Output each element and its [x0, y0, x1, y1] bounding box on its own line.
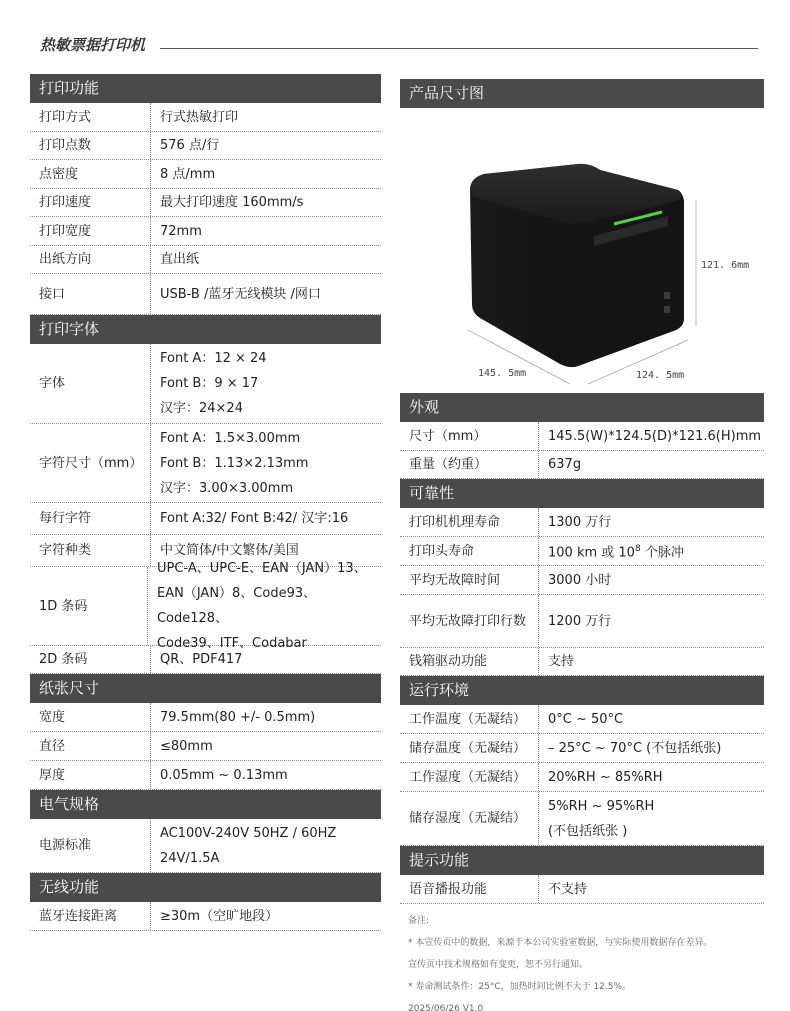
spec-value: (不包括纸张 ) [548, 823, 628, 839]
power-button-icon [664, 292, 670, 299]
spec-value: 5%RH ~ 95%RH [548, 798, 655, 814]
spec-value: 24V/1.5A [160, 850, 220, 866]
spec-row [30, 503, 381, 535]
spec-value: Font A：1.5×3.00mm [160, 430, 301, 446]
spec-value: Font A：12 × 24 [160, 351, 267, 366]
spec-key: 电源标准 [30, 819, 151, 872]
spec-value: 汉字：3.00×3.00mm [160, 480, 294, 496]
spec-row [30, 761, 381, 790]
section-header-paper-size: 纸张尺寸 [30, 674, 381, 703]
spec-row [400, 792, 764, 846]
section-header-print-font: 打印字体 [30, 315, 381, 344]
section-header-wireless: 无线功能 [30, 873, 381, 902]
spec-value: AC100V-240V 50HZ / 60HZ [160, 825, 337, 841]
spec-key: 平均无故障时间 [400, 566, 539, 594]
spec-row [400, 422, 764, 451]
spec-value: QR、PDF417 [160, 652, 243, 667]
spec-value: 行式热敏打印 [160, 109, 239, 125]
product-dimension-figure [400, 108, 764, 393]
spec-key: 字符种类 [30, 535, 151, 566]
spec-value: 最大打印速度 160mm/s [160, 195, 304, 210]
title-rule [160, 48, 758, 49]
spec-key: 直径 [30, 732, 151, 760]
spec-row [400, 734, 764, 763]
right-column [400, 79, 764, 1011]
spec-value: 汉字：24×24 [160, 401, 243, 416]
spec-row [30, 902, 381, 931]
spec-key: 重量（约重） [400, 451, 539, 478]
spec-value: 100 km 或 $10^8$ 个脉冲 [548, 543, 684, 561]
section-header-electrical: 电气规格 [30, 790, 381, 819]
spec-key: 储存温度（无凝结） [400, 734, 539, 762]
left-column [30, 74, 381, 931]
spec-value: 79.5mm(80 +/- 0.5mm) [160, 709, 316, 725]
spec-row [400, 705, 764, 734]
spec-key: 字符尺寸（mm） [30, 424, 151, 502]
spec-value: 8 点/mm [160, 166, 216, 182]
spec-row [30, 246, 381, 274]
spec-key: 接口 [30, 274, 151, 314]
spec-value: 3000 小时 [548, 572, 612, 588]
spec-row [400, 508, 764, 537]
spec-value: 1200 万行 [548, 613, 612, 629]
spec-row [30, 189, 381, 217]
spec-value: 576 点/行 [160, 138, 220, 153]
spec-key: 宽度 [30, 703, 151, 731]
spec-row [400, 595, 764, 648]
spec-value: 0°C ~ 50°C [548, 711, 624, 727]
spec-key: 厚度 [30, 761, 151, 789]
spec-row [30, 344, 381, 424]
spec-value: – 25°C ~ 70°C (不包括纸张) [548, 740, 722, 756]
spec-row [30, 217, 381, 246]
spec-key: 打印机机理寿命 [400, 508, 539, 536]
spec-row [400, 537, 764, 566]
spec-value: 不支持 [548, 881, 588, 897]
notes-label: 备注: [408, 916, 430, 926]
depth-label: 124. 5mm [636, 370, 685, 381]
height-label: 121. 6mm [701, 260, 750, 271]
spec-row [400, 648, 764, 676]
spec-row [400, 875, 764, 904]
spec-key: 蓝牙连接距离 [30, 902, 151, 930]
spec-key: 钱箱驱动功能 [400, 648, 539, 675]
spec-value: 中文简体/中文繁体/美国 [160, 543, 299, 558]
spec-row [30, 732, 381, 761]
spec-key: 打印速度 [30, 189, 151, 216]
spec-value: 637g [548, 457, 582, 472]
spec-row [400, 451, 764, 479]
spec-value: 20%RH ~ 85%RH [548, 769, 663, 785]
spec-value: 支持 [548, 654, 575, 669]
spec-key: 打印头寿命 [400, 537, 539, 565]
spec-row [400, 763, 764, 792]
spec-row [30, 103, 381, 132]
spec-key: 平均无故障打印行数 [400, 595, 539, 647]
spec-value: Font B：9 × 17 [160, 376, 259, 391]
spec-key: 每行字符 [30, 503, 151, 534]
spec-row [30, 160, 381, 189]
section-header-reliability: 可靠性 [400, 479, 764, 508]
spec-row [30, 703, 381, 732]
spec-value: ≥30m（空旷地段） [160, 908, 279, 924]
spec-key: 2D 条码 [30, 646, 151, 673]
notes [400, 910, 764, 1011]
spec-key: 尺寸（mm） [400, 422, 539, 450]
spec-row [30, 561, 381, 651]
spec-value: 1300 万行 [548, 514, 612, 530]
spec-key: 打印方式 [30, 103, 151, 131]
spec-key: 储存湿度（无凝结） [400, 792, 539, 845]
width-label: 145. 5mm [478, 368, 527, 379]
spec-key: 字体 [30, 344, 151, 423]
printer-illustration [400, 108, 764, 393]
spec-key: 点密度 [30, 160, 151, 188]
section-header-notification: 提示功能 [400, 846, 764, 875]
spec-row [30, 819, 381, 873]
section-header-print-function: 打印功能 [30, 74, 381, 103]
spec-key: 出纸方向 [30, 246, 151, 273]
feed-button-icon [664, 306, 670, 313]
spec-row [30, 132, 381, 160]
spec-key: 打印点数 [30, 132, 151, 159]
spec-key: 打印宽度 [30, 217, 151, 245]
note-item: * 本宣传页中的数据，来源于本公司实验室数据，与实际使用数据存在差异。 [408, 938, 713, 948]
section-header-environment: 运行环境 [400, 676, 764, 705]
spec-value: Code39、ITF、Codabar [156, 636, 307, 651]
spec-row [30, 274, 381, 315]
spec-value: 直出纸 [160, 252, 200, 267]
note-item: * 寿命测试条件：25°C，加热时间比例不大于 12.5%。 [408, 982, 632, 992]
spec-value: 145.5(W)*124.5(D)*121.6(H)mm [548, 428, 762, 444]
spec-value: USB-B /蓝牙无线模块 /网口 [160, 286, 321, 302]
spec-key: 工作温度（无凝结） [400, 705, 539, 733]
spec-value: Font B：1.13×2.13mm [160, 455, 309, 471]
spec-value: ≤80mm [160, 738, 213, 754]
spec-value: UPC-A、UPC-E、EAN（JAN）13、 [156, 561, 367, 576]
version-footer: 2025/06/26 V1.0 [408, 1004, 484, 1011]
spec-value: EAN（JAN）8、Code93、Code128、 [156, 586, 317, 626]
section-header-dimensions: 产品尺寸图 [400, 79, 764, 108]
spec-key: 语音播报功能 [400, 875, 539, 903]
spec-key: 工作湿度（无凝结） [400, 763, 539, 791]
spec-key: 1D 条码 [30, 567, 148, 645]
note-item: 宣传页中技术规格如有变更，恕不另行通知。 [408, 960, 589, 970]
page-title: 热敏票据打印机 [40, 36, 146, 54]
spec-value: 72mm [160, 223, 202, 239]
section-header-appearance: 外观 [400, 393, 764, 422]
spec-value: 0.05mm ~ 0.13mm [160, 767, 288, 783]
spec-value: Font A:32/ Font B:42/ 汉字:16 [160, 511, 349, 526]
spec-row [30, 424, 381, 503]
spec-row [400, 566, 764, 595]
